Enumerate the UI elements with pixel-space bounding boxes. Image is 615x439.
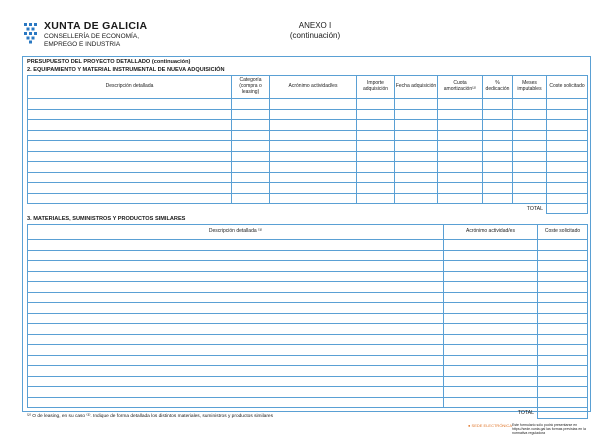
materials-row — [28, 355, 588, 366]
equipment-cell[interactable] — [232, 172, 270, 183]
equipment-cell[interactable] — [28, 130, 232, 141]
equipment-cell[interactable] — [547, 183, 588, 194]
materials-cell[interactable] — [538, 366, 588, 377]
materials-cell[interactable] — [444, 366, 538, 377]
materials-cell[interactable] — [28, 387, 444, 398]
department-line-2: EMPREGO E INDUSTRIA — [44, 40, 121, 48]
equipment-cell[interactable] — [438, 151, 483, 162]
materials-cell[interactable] — [538, 324, 588, 335]
materials-cell[interactable] — [444, 313, 538, 324]
equipment-cell[interactable] — [483, 183, 513, 194]
equipment-cell[interactable] — [357, 120, 395, 131]
equipment-cell[interactable] — [232, 120, 270, 131]
materials-cell[interactable] — [28, 240, 444, 251]
materials-row — [28, 271, 588, 282]
materials-cell[interactable] — [444, 271, 538, 282]
sede-electronica-label: SEDE ELECTRÓNICA — [471, 423, 512, 428]
materials-row — [28, 376, 588, 387]
materials-cell[interactable] — [28, 334, 444, 345]
col-categoria: Categoría (compra o leasing) — [232, 76, 270, 99]
materials-row — [28, 345, 588, 356]
equipment-cell[interactable] — [513, 183, 547, 194]
equipment-cell[interactable] — [270, 162, 357, 173]
equipment-cell[interactable] — [232, 162, 270, 173]
equipment-cell[interactable] — [483, 120, 513, 131]
equipment-cell[interactable] — [483, 130, 513, 141]
materials-cell[interactable] — [444, 303, 538, 314]
materials-cell[interactable] — [28, 250, 444, 261]
materials-cell[interactable] — [28, 303, 444, 314]
equipment-cell[interactable] — [483, 193, 513, 204]
materials-row — [28, 250, 588, 261]
equipment-cell[interactable] — [270, 172, 357, 183]
section-3-title: 3. MATERIALES, SUMINISTROS Y PRODUCTOS SIMILARES — [27, 216, 186, 222]
materials-cell[interactable] — [28, 376, 444, 387]
materials-cell[interactable] — [538, 271, 588, 282]
materials-row — [28, 334, 588, 345]
equipment-cell[interactable] — [438, 99, 483, 110]
materials-row — [28, 313, 588, 324]
equipment-row — [28, 120, 588, 131]
equipment-cell[interactable] — [483, 151, 513, 162]
equipment-cell[interactable] — [395, 109, 438, 120]
materials-cell[interactable] — [538, 345, 588, 356]
col-acronimo: Acrónimo actividad/es — [270, 76, 357, 99]
equipment-cell[interactable] — [547, 141, 588, 152]
materials-cell[interactable] — [444, 355, 538, 366]
materials-cell[interactable] — [28, 397, 444, 408]
materials-cell[interactable] — [538, 355, 588, 366]
materials-cell[interactable] — [28, 345, 444, 356]
equipment-cell[interactable] — [547, 151, 588, 162]
col-descripcion: Descripción detallada ⁽³⁾ — [28, 225, 444, 240]
equipment-cell[interactable] — [438, 162, 483, 173]
materials-cell[interactable] — [444, 345, 538, 356]
col-acronimo: Acrónimo actividad/es — [444, 225, 538, 240]
materials-cell[interactable] — [28, 313, 444, 324]
equipment-cell[interactable] — [232, 109, 270, 120]
materials-cell[interactable] — [538, 387, 588, 398]
equipment-cell[interactable] — [232, 183, 270, 194]
equipment-cell[interactable] — [357, 141, 395, 152]
equipment-cell[interactable] — [513, 99, 547, 110]
equipment-cell[interactable] — [28, 151, 232, 162]
equipment-cell[interactable] — [270, 193, 357, 204]
equipment-cell[interactable] — [395, 99, 438, 110]
materials-cell[interactable] — [538, 292, 588, 303]
equipment-cell[interactable] — [395, 151, 438, 162]
equipment-cell[interactable] — [395, 183, 438, 194]
equipment-cell[interactable] — [28, 183, 232, 194]
equipment-cell[interactable] — [547, 193, 588, 204]
materials-header-row — [28, 225, 588, 240]
materials-cell[interactable] — [444, 240, 538, 251]
equipment-cell[interactable] — [395, 172, 438, 183]
col-fecha: Fecha adquisición — [395, 76, 438, 99]
materials-row — [28, 282, 588, 293]
brand-name: XUNTA DE GALICIA — [44, 20, 148, 32]
equipment-cell[interactable] — [232, 193, 270, 204]
col-coste: Coste solicitado — [547, 76, 588, 99]
materials-cell[interactable] — [538, 397, 588, 408]
equipment-cell[interactable] — [438, 172, 483, 183]
col-coste: Coste solicitado — [538, 225, 588, 240]
equipment-cell[interactable] — [513, 109, 547, 120]
materials-row — [28, 292, 588, 303]
equipment-cell[interactable] — [547, 109, 588, 120]
footer-note-line-2: https://sede.xunta.gal las formas previstas en la normativa reguladora — [512, 427, 586, 435]
equipment-cell[interactable] — [483, 99, 513, 110]
equipment-row — [28, 141, 588, 152]
annex-subtitle: (continuación) — [289, 31, 341, 40]
budget-title: PRESUPUESTO DEL PROYECTO DETALLADO (continuación) — [27, 59, 191, 65]
materials-cell[interactable] — [444, 250, 538, 261]
equipment-row — [28, 193, 588, 204]
equipment-cell[interactable] — [357, 162, 395, 173]
equipment-row — [28, 130, 588, 141]
equipment-cell[interactable] — [513, 151, 547, 162]
equipment-cell[interactable] — [395, 120, 438, 131]
equipment-cell[interactable] — [513, 172, 547, 183]
equipment-cell[interactable] — [357, 193, 395, 204]
equipment-cell[interactable] — [395, 162, 438, 173]
equipment-cell[interactable] — [28, 141, 232, 152]
equipment-cell[interactable] — [28, 109, 232, 120]
equipment-cell[interactable] — [270, 120, 357, 131]
equipment-cell[interactable] — [232, 99, 270, 110]
equipment-cell[interactable] — [232, 151, 270, 162]
equipment-cell[interactable] — [547, 130, 588, 141]
materials-cell[interactable] — [538, 334, 588, 345]
equipment-cell[interactable] — [395, 130, 438, 141]
equipment-cell[interactable] — [357, 151, 395, 162]
equipment-cell[interactable] — [232, 130, 270, 141]
materials-cell[interactable] — [538, 303, 588, 314]
equipment-table — [27, 75, 588, 214]
equipment-cell[interactable] — [547, 120, 588, 131]
materials-cell[interactable] — [538, 376, 588, 387]
materials-cell[interactable] — [28, 355, 444, 366]
equipment-cell[interactable] — [270, 109, 357, 120]
equipment-cell[interactable] — [357, 172, 395, 183]
equipment-cell[interactable] — [513, 162, 547, 173]
footer-note — [512, 423, 597, 435]
equipment-total-cell[interactable] — [547, 204, 588, 214]
equipment-cell[interactable] — [513, 193, 547, 204]
equipment-cell[interactable] — [513, 130, 547, 141]
equipment-total-row — [28, 204, 588, 214]
materials-cell[interactable] — [444, 334, 538, 345]
equipment-cell[interactable] — [270, 183, 357, 194]
materials-row — [28, 240, 588, 251]
materials-cell[interactable] — [538, 261, 588, 272]
xunta-logo-icon — [23, 22, 39, 44]
equipment-header-row — [28, 76, 588, 99]
equipment-cell[interactable] — [438, 130, 483, 141]
equipment-cell[interactable] — [357, 109, 395, 120]
equipment-cell[interactable] — [438, 183, 483, 194]
materials-row — [28, 261, 588, 272]
equipment-cell[interactable] — [28, 120, 232, 131]
equipment-row — [28, 109, 588, 120]
equipment-row — [28, 99, 588, 110]
materials-total-label: TOTAL — [28, 408, 538, 419]
department-name — [44, 33, 139, 48]
materials-cell[interactable] — [444, 387, 538, 398]
materials-cell[interactable] — [28, 292, 444, 303]
annex-title: ANEXO I — [298, 21, 332, 30]
equipment-cell[interactable] — [438, 120, 483, 131]
col-importe: Importe adquisición — [357, 76, 395, 99]
equipment-cell[interactable] — [270, 130, 357, 141]
materials-table — [27, 224, 588, 419]
equipment-row — [28, 172, 588, 183]
materials-cell[interactable] — [444, 292, 538, 303]
materials-cell[interactable] — [28, 282, 444, 293]
equipment-cell[interactable] — [483, 141, 513, 152]
materials-row — [28, 303, 588, 314]
equipment-cell[interactable] — [547, 99, 588, 110]
equipment-cell[interactable] — [270, 141, 357, 152]
equipment-cell[interactable] — [28, 193, 232, 204]
equipment-cell[interactable] — [357, 130, 395, 141]
footnote: ⁽²⁾ O de leasing, en su caso ⁽³⁾. Indique de forma detallada los distintos materiales, suministros y productos similares — [27, 414, 274, 419]
equipment-row — [28, 151, 588, 162]
equipment-cell[interactable] — [438, 193, 483, 204]
equipment-total-label: TOTAL — [28, 204, 547, 214]
materials-cell[interactable] — [538, 282, 588, 293]
materials-cell[interactable] — [538, 313, 588, 324]
equipment-cell[interactable] — [547, 162, 588, 173]
col-dedicacion: % dedicación — [483, 76, 513, 99]
equipment-cell[interactable] — [395, 193, 438, 204]
equipment-cell[interactable] — [438, 141, 483, 152]
equipment-cell[interactable] — [357, 99, 395, 110]
equipment-cell[interactable] — [232, 141, 270, 152]
materials-row — [28, 324, 588, 335]
equipment-cell[interactable] — [28, 172, 232, 183]
materials-cell[interactable] — [444, 282, 538, 293]
equipment-cell[interactable] — [483, 109, 513, 120]
materials-cell[interactable] — [538, 240, 588, 251]
materials-cell[interactable] — [538, 250, 588, 261]
materials-cell[interactable] — [28, 261, 444, 272]
sede-electronica-icon: ● SEDE ELECTRÓNICA — [468, 423, 512, 428]
equipment-cell[interactable] — [513, 141, 547, 152]
equipment-cell[interactable] — [395, 141, 438, 152]
equipment-cell[interactable] — [28, 99, 232, 110]
equipment-cell[interactable] — [513, 120, 547, 131]
equipment-cell[interactable] — [483, 172, 513, 183]
section-2-title: 2. EQUIPAMIENTO Y MATERIAL INSTRUMENTAL DE NUEVA ADQUISICIÓN — [27, 67, 225, 73]
col-descripcion: Descripción detallada — [28, 76, 232, 99]
equipment-cell[interactable] — [28, 162, 232, 173]
equipment-row — [28, 183, 588, 194]
equipment-cell[interactable] — [270, 99, 357, 110]
equipment-row — [28, 162, 588, 173]
materials-cell[interactable] — [28, 324, 444, 335]
materials-cell[interactable] — [444, 397, 538, 408]
materials-total-cell[interactable] — [538, 408, 588, 419]
materials-cell[interactable] — [444, 261, 538, 272]
materials-cell[interactable] — [28, 271, 444, 282]
materials-cell[interactable] — [444, 376, 538, 387]
equipment-cell[interactable] — [547, 172, 588, 183]
col-cuota: Cuota amortización⁽²⁾ — [438, 76, 483, 99]
equipment-cell[interactable] — [270, 151, 357, 162]
materials-cell[interactable] — [28, 366, 444, 377]
department-line-1: CONSELLERÍA DE ECONOMÍA, — [44, 33, 139, 40]
equipment-cell[interactable] — [483, 162, 513, 173]
materials-row — [28, 387, 588, 398]
materials-row — [28, 366, 588, 377]
materials-row — [28, 397, 588, 408]
materials-cell[interactable] — [444, 324, 538, 335]
footer-note-line-1: Este formulario sólo podrá presentarse en — [512, 423, 578, 427]
col-meses: Meses imputables — [513, 76, 547, 99]
equipment-cell[interactable] — [357, 183, 395, 194]
equipment-cell[interactable] — [438, 109, 483, 120]
annex-heading — [270, 21, 360, 41]
